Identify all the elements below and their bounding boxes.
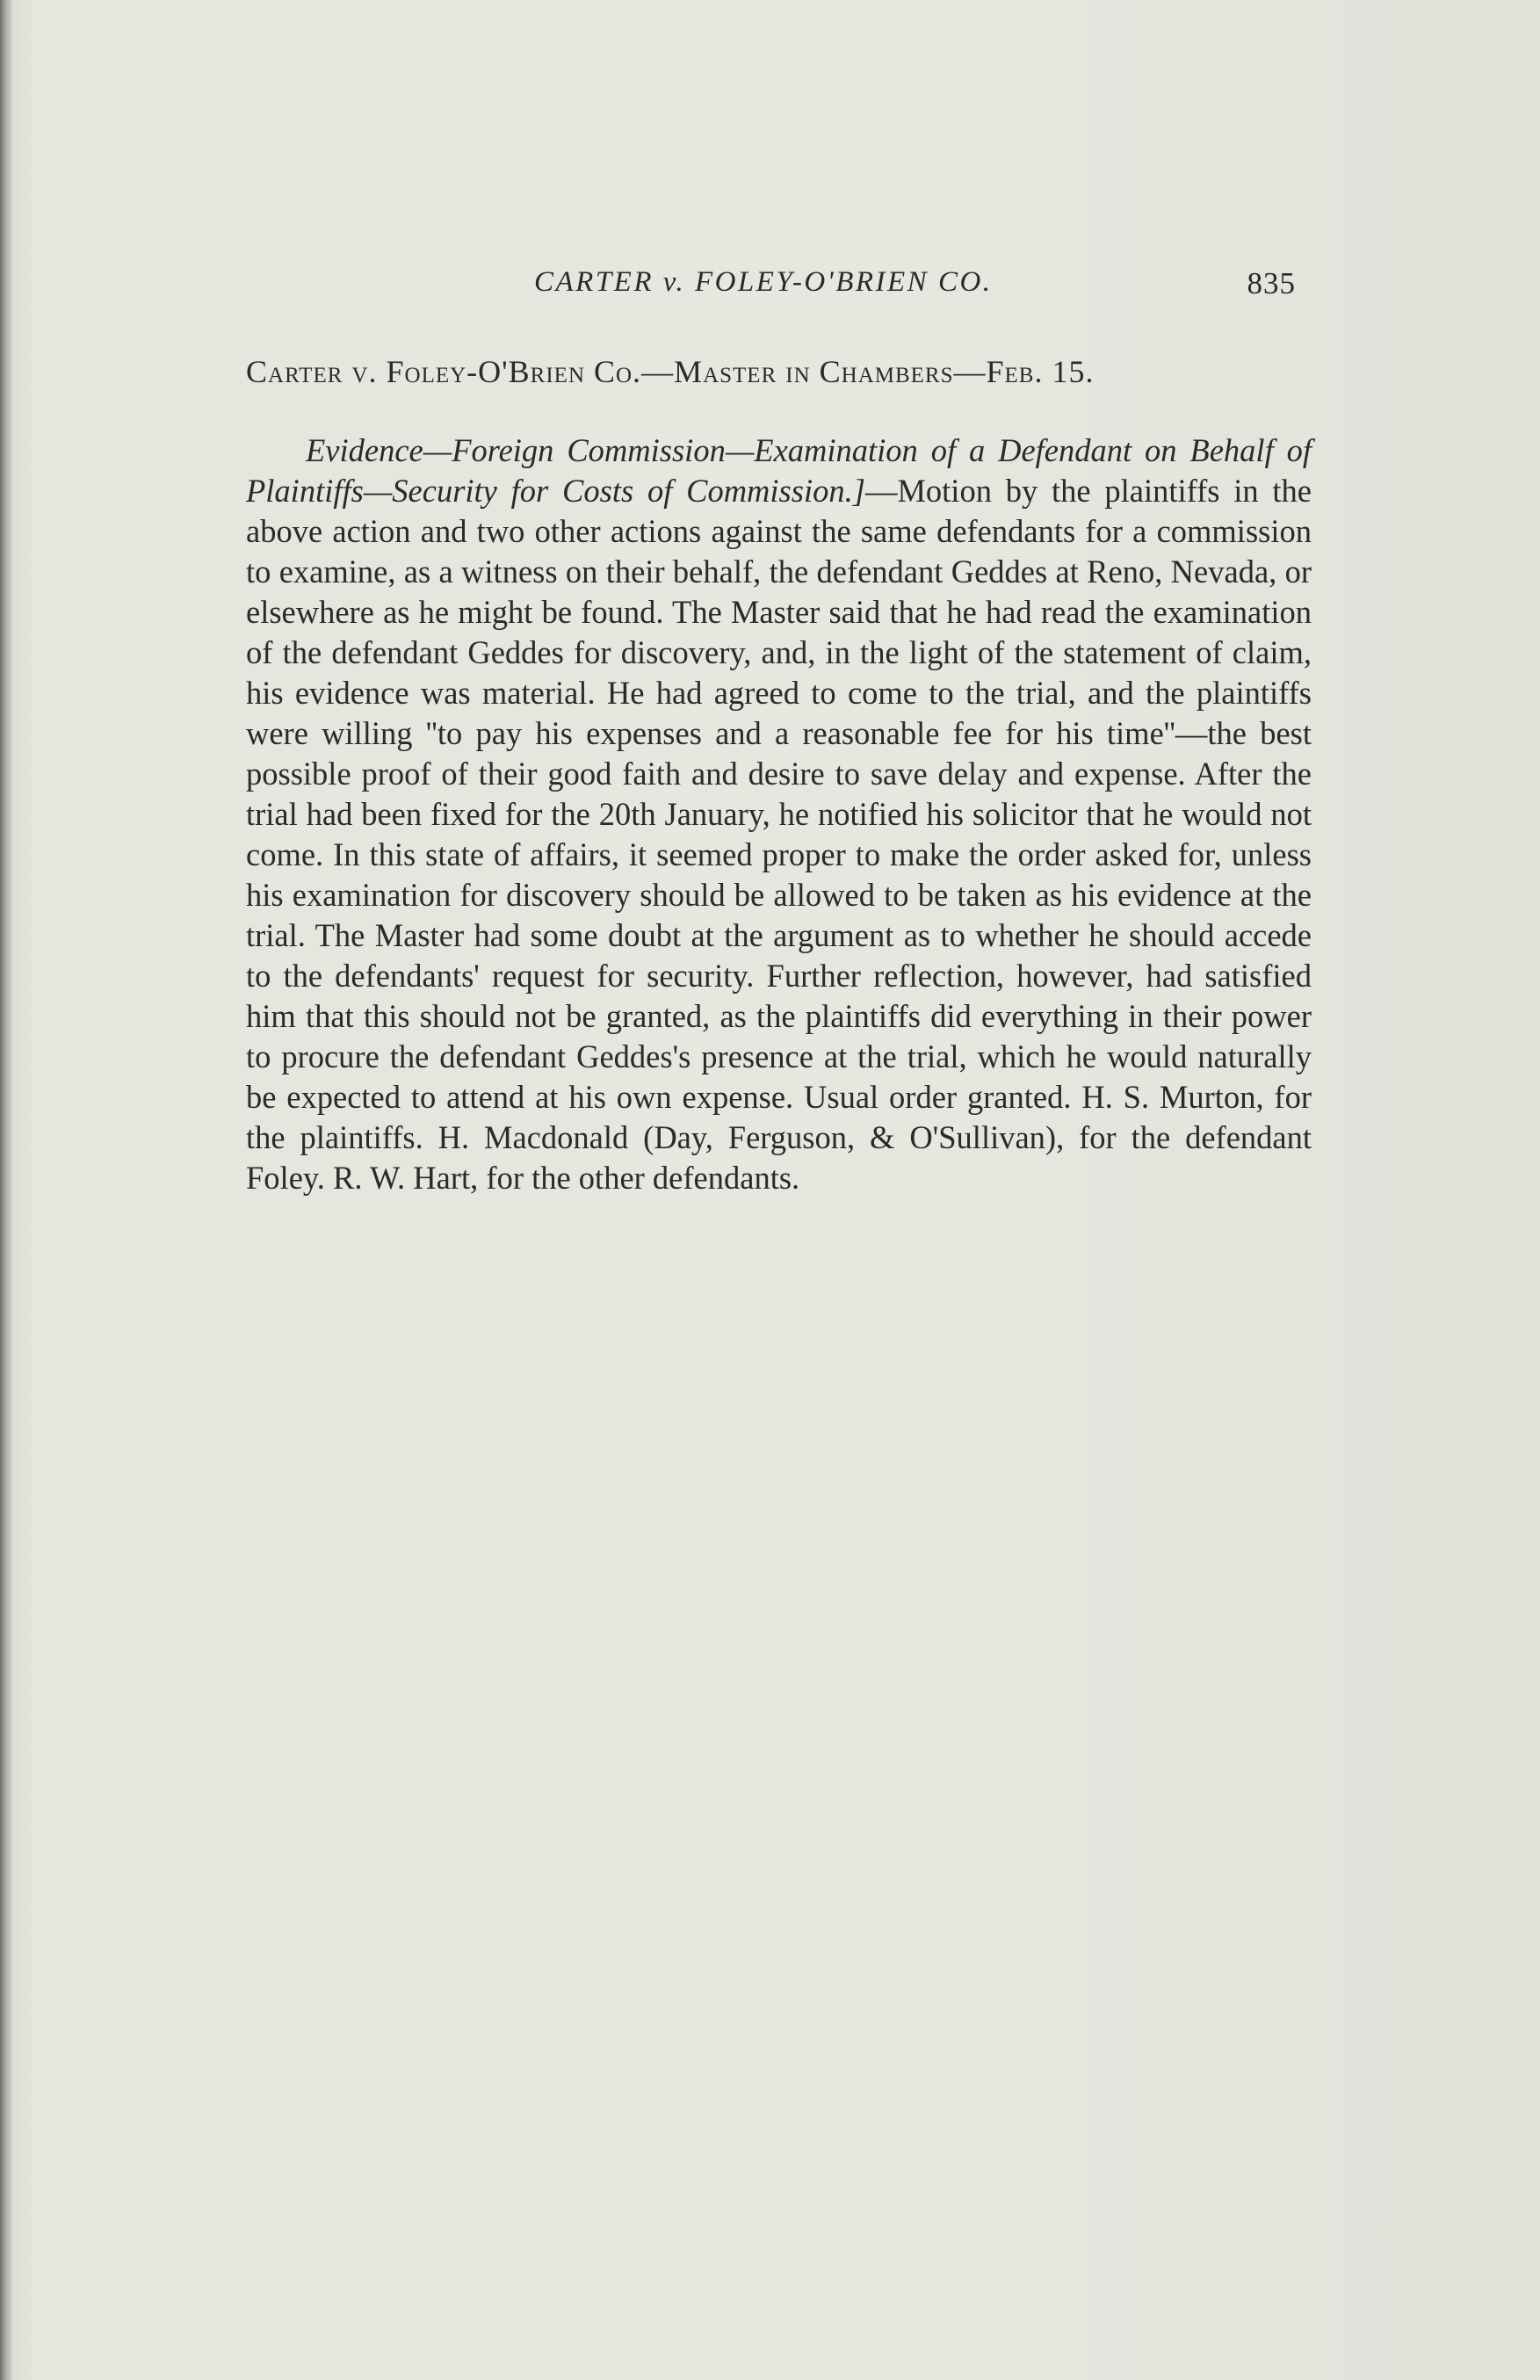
running-title: CARTER v. FOLEY-O'BRIEN CO. bbox=[534, 266, 993, 298]
headnote: Evidence—Foreign Commission—Examination of a Defendant on Behalf of Plaintiffs—Security for Costs of Commission.] bbox=[246, 432, 1312, 509]
report-body bbox=[246, 430, 1312, 1198]
report-paragraph bbox=[246, 430, 1312, 1198]
case-heading: Carter v. Foley-O'Brien Co.—Master in Chambers—Feb. 15. bbox=[246, 354, 1095, 389]
running-header bbox=[246, 266, 1300, 319]
page-number: 835 bbox=[1247, 266, 1296, 300]
book-spine-shadow bbox=[0, 0, 12, 2380]
report-text: —Motion by the plaintiffs in the above action and two other actions against the same defendants for a commission to examine, as a witness on their behalf, the defendant Geddes at Reno, Nevada, or elsewhere as he might be found. The Master said that he had read the examination of the defendant Geddes for discovery, and, in the light of the statement of claim, his evidence was material. He had agreed to come to the trial, and the plaintiffs were willing ''to pay his expenses and a reasonable fee for his time''—the best possible proof of their good faith and desire to save delay and expense. After the trial had been fixed for the 20th January, he notified his solicitor that he would not come. In this state of affairs, it seemed proper to make the order asked for, unless his examination for discovery should be allowed to be taken as his evidence at the trial. The Master had some doubt at the argument as to whether he should accede to the defendants' request for security. Further reflection, however, had satisfied him that this should not be granted, as the plaintiffs did everything in their power to procure the defendant Geddes's presence at the trial, which he would naturally be expected to attend at his own expense. Usual order granted. H. S. Murton, for the plaintiffs. H. Macdonald (Day, Ferguson, & O'Sullivan), for the defendant Foley. R. W. Hart, for the other defendants. bbox=[246, 473, 1312, 1196]
